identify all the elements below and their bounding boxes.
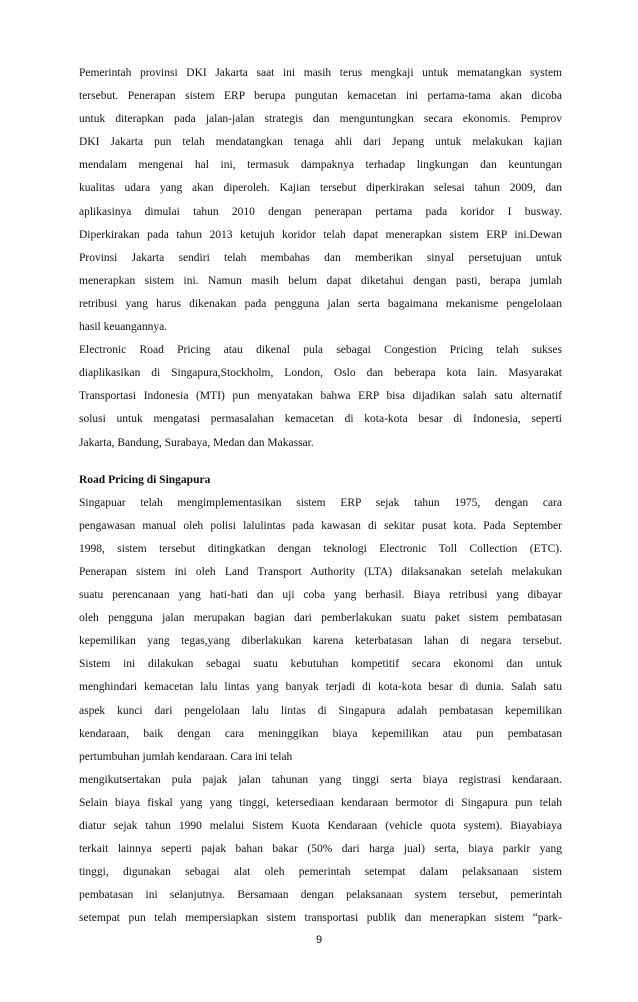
paragraph-erp-jakarta <box>79 62 562 339</box>
text-line: terkait lainnya seperti pajak bahan bakar (50% dari harga jual) serta, biaya parkir yang <box>79 843 562 856</box>
text-line: kualitas udara yang akan diperoleh. Kajian tersebut diperkirakan selesai tahun 2009, dan <box>79 182 562 195</box>
paragraph-congestion-pricing <box>79 339 562 454</box>
section-spacer <box>79 455 562 469</box>
text-line: aplikasinya dimulai tahun 2010 dengan penerapan pertama pada koridor I busway. <box>79 205 562 218</box>
text-line: tinggi, digunakan sebagai alat oleh pemerintah setempat dalam pelaksanaan sistem <box>79 866 562 879</box>
text-line: suatu perencanaan yang hati-hati dan uji coba yang berhasil. Biaya retribusi yang dibayar <box>79 589 562 602</box>
text-line: retribusi yang harus dikenakan pada pengguna jalan serta bagaimana mekanisme pengelolaan <box>79 297 562 310</box>
text-line: Pemerintah provinsi DKI Jakarta saat ini masih terus mengkaji untuk mematangkan system <box>79 67 562 79</box>
text-line: diatur sejak tahun 1990 melalui Sistem Kuota Kendaraan (vehicle quota system). Biayabiaya <box>79 820 562 832</box>
text-line: Penerapan sistem ini oleh Land Transport Authority (LTA) dilaksanakan setelah melakukan <box>79 565 562 578</box>
text-line: untuk diterapkan pada jalan-jalan strategis dan menguntungkan secara ekonomis. Pemprov <box>79 113 562 126</box>
text-line: DKI Jakarta pun telah mendatangkan tenaga ahli dari Jepang untuk melakukan kajian <box>79 136 562 149</box>
text-line: oleh pengguna jalan merupakan bagian dari pemberlakukan suatu paket sistem pembatasan <box>79 612 562 625</box>
text-line: diaplikasikan di Singapura,Stockholm, London, Oslo dan beberapa kota lain. Masyarakat <box>79 367 562 380</box>
text-line: menghindari kemacetan lalu lintas yang banyak terjadi di kota-kota besar di dunia. Salah satu <box>79 681 562 694</box>
page-number: 9 <box>315 934 323 946</box>
text-line: kendaraan, baik dengan cara meninggikan biaya kepemilikan atau pun pembatasan <box>79 727 562 740</box>
text-line: pertumbuhan jumlah kendaraan. Cara ini telah <box>79 750 293 763</box>
text-line: Provinsi Jakarta sendiri telah membahas dan memberikan sinyal persetujuan untuk <box>79 251 562 264</box>
text-line: pengawasan manual oleh polisi lalulintas pada kawasan di sekitar pusat kota. Pada September <box>79 519 562 532</box>
text-line: setempat pun telah mempersiapkan sistem transportasi publik dan menerapkan sistem “park- <box>79 912 562 925</box>
text-line: Diperkirakan pada tahun 2013 ketujuh koridor telah dapat menerapkan sistem ERP ini.Dewan <box>79 228 562 241</box>
document-body <box>79 62 562 930</box>
text-line: 1998, sistem tersebut ditingkatkan dengan teknologi Electronic Toll Collection (ETC). <box>79 542 562 555</box>
text-line: Selain biaya fiskal yang yang tinggi, ketersediaan kendaraan bermotor di Singapura pun telah <box>79 796 562 809</box>
text-line: Jakarta, Bandung, Surabaya, Medan dan Makassar. <box>79 436 314 449</box>
text-line: Sistem ini dilakukan sebagai suatu kebutuhan kompetitif secara ekonomi dan untuk <box>79 658 562 671</box>
text-line: Electronic Road Pricing atau dikenal pula sebagai Congestion Pricing telah sukses <box>79 344 562 357</box>
text-line: hasil keuangannya. <box>79 321 168 334</box>
text-line: menerapkan sistem ini. Namun masih belum dapat diketahui dengan pasti, berapa jumlah <box>79 274 562 287</box>
text-line: kepemilikan yang tegas,yang diberlakukan karena keterbatasan lahan di negara tersebut. <box>79 635 562 648</box>
text-line: mendalam mengenai hal ini, termasuk dampaknya terhadap lingkungan dan keuntungan <box>79 159 562 172</box>
paragraph-singapore <box>79 492 562 931</box>
text-line: Singapuar telah mengimplementasikan sistem ERP sejak tahun 1975, dengan cara <box>79 496 562 509</box>
section-heading: Road Pricing di Singapura <box>79 473 211 486</box>
text-line: solusi untuk mengatasi permasalahan kemacetan di kota-kota besar di Indonesia, seperti <box>79 413 562 426</box>
text-line: aspek kunci dari pengelolaan lalu lintas di Singapura adalah pembatasan kepemilikan <box>79 704 562 717</box>
text-line: tersebut. Penerapan sistem ERP berupa pungutan kemacetan ini pertama-tama akan dicoba <box>79 90 562 103</box>
text-line: mengikutsertakan pula pajak jalan tahunan yang tinggi serta biaya registrasi kendaraan. <box>79 773 562 786</box>
text-line: pembatasan ini selanjutnya. Bersamaan dengan pelaksanaan system tersebut, pemerintah <box>79 889 562 902</box>
text-line: Transportasi Indonesia (MTI) pun menyatakan bahwa ERP bisa dijadikan salah satu alternatif <box>79 390 562 403</box>
